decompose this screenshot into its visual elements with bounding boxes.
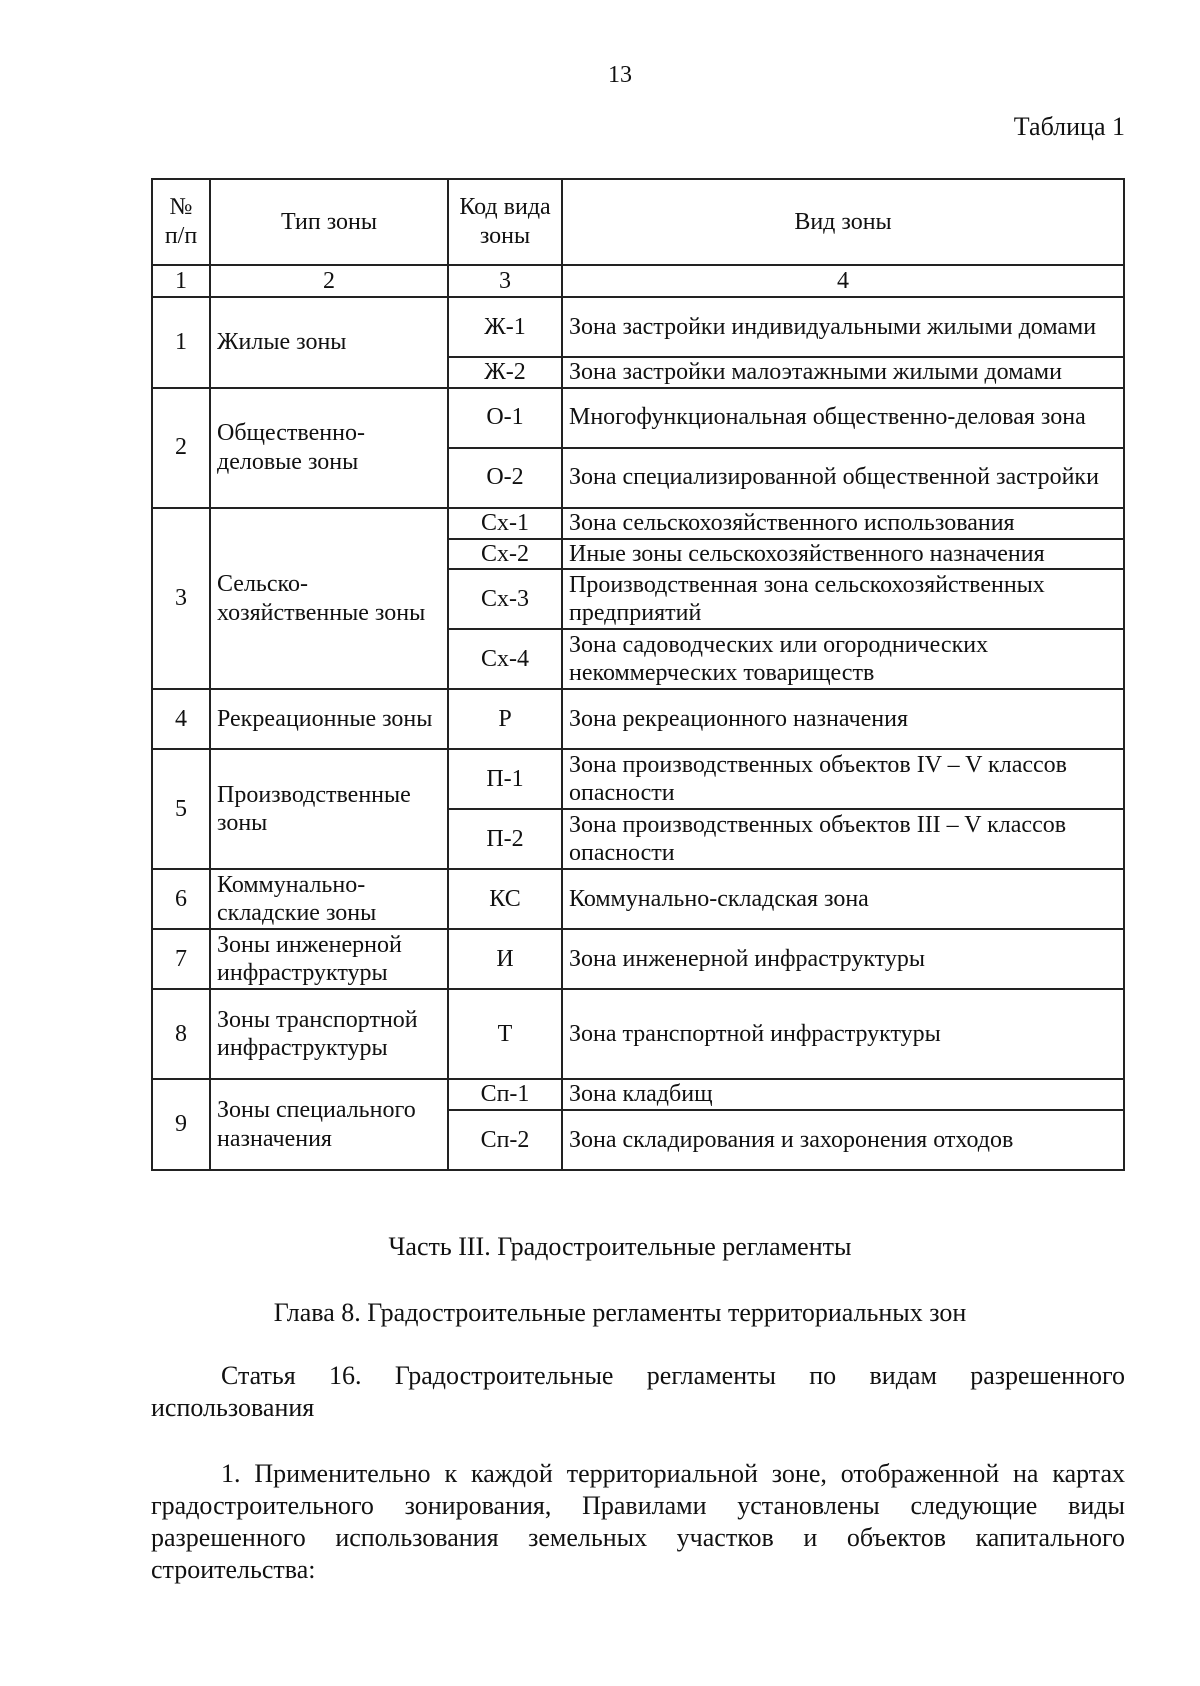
zones-table [151, 178, 1125, 1171]
zone-code: П-1 [448, 749, 562, 809]
zone-num: 3 [152, 508, 210, 690]
zone-num: 1 [152, 297, 210, 388]
zone-type: Общественно-деловые зоны [210, 388, 448, 508]
table-row [152, 508, 1124, 539]
zone-code: Сх-1 [448, 508, 562, 539]
zone-type: Зоны транспортной инфраструктуры [210, 989, 448, 1079]
zone-kind: Производственная зона сельскохозяйственных предприятий [562, 569, 1124, 629]
zone-code: Сх-3 [448, 569, 562, 629]
zone-code: П-2 [448, 809, 562, 869]
table-row [152, 689, 1124, 749]
zone-kind: Зона застройки индивидуальными жилыми домами [562, 297, 1124, 357]
zone-code: О-1 [448, 388, 562, 448]
zone-kind: Зона транспортной инфраструктуры [562, 989, 1124, 1079]
column-number-row [152, 265, 1124, 297]
header-type: Тип зоны [210, 179, 448, 265]
zone-kind: Зона инженерной инфраструктуры [562, 929, 1124, 989]
zone-kind: Многофункциональная общественно-деловая зона [562, 388, 1124, 448]
header-code: Код вида зоны [448, 179, 562, 265]
chapter-heading: Глава 8. Градостроительные регламенты территориальных зон [273, 1298, 967, 1327]
zone-code: Сп-1 [448, 1079, 562, 1110]
zone-code: Р [448, 689, 562, 749]
zone-code: Сп-2 [448, 1110, 562, 1170]
zone-num: 8 [152, 989, 210, 1079]
zone-kind: Иные зоны сельскохозяйственного назначения [562, 539, 1124, 570]
paragraph-1: 1. Применительно к каждой территориальной зоне, отображенной на картах градостроительного зонирования, Правилами установлены следующие виды разрешенного использования земельных участков и объектов капитального строительства: [151, 1459, 1125, 1584]
header-kind: Вид зоны [562, 179, 1124, 265]
zone-kind: Зона застройки малоэтажными жилыми домами [562, 357, 1124, 388]
zone-code: Сх-4 [448, 629, 562, 689]
zone-num: 4 [152, 689, 210, 749]
zone-kind: Зона рекреационного назначения [562, 689, 1124, 749]
zone-type: Жилые зоны [210, 297, 448, 388]
zone-code: Ж-1 [448, 297, 562, 357]
zone-kind: Зона сельскохозяйственного использования [562, 508, 1124, 539]
zone-type: Зоны специального назначения [210, 1079, 448, 1170]
table-row [152, 749, 1124, 809]
table-header-row [152, 179, 1124, 265]
zone-type: Коммунально-складские зоны [210, 869, 448, 929]
table-row [152, 388, 1124, 448]
zone-code: КС [448, 869, 562, 929]
table-caption: Таблица 1 [1013, 112, 1125, 141]
zone-kind: Зона специализированной общественной застройки [562, 448, 1124, 508]
zone-type: Сельско-хозяйственные зоны [210, 508, 448, 690]
part-heading: Часть III. Градостроительные регламенты [388, 1232, 852, 1261]
zone-code: И [448, 929, 562, 989]
zone-kind: Зона производственных объектов IV – V классов опасности [562, 749, 1124, 809]
zone-num: 9 [152, 1079, 210, 1170]
zone-kind: Зона садоводческих или огороднических некоммерческих товариществ [562, 629, 1124, 689]
zone-num: 7 [152, 929, 210, 989]
column-number: 3 [448, 265, 562, 297]
column-number: 4 [562, 265, 1124, 297]
column-number: 2 [210, 265, 448, 297]
table-row [152, 929, 1124, 989]
zone-kind: Коммунально-складская зона [562, 869, 1124, 929]
zone-kind: Зона кладбищ [562, 1079, 1124, 1110]
page-number: 13 [608, 62, 632, 88]
article-heading: Статья 16. Градостроительные регламенты по видам разрешенного использования [151, 1361, 1125, 1422]
zone-num: 2 [152, 388, 210, 508]
zone-kind: Зона складирования и захоронения отходов [562, 1110, 1124, 1170]
zone-kind: Зона производственных объектов III – V классов опасности [562, 809, 1124, 869]
zone-num: 5 [152, 749, 210, 869]
zone-code: Сх-2 [448, 539, 562, 570]
table-row [152, 1079, 1124, 1110]
zone-code: О-2 [448, 448, 562, 508]
zone-num: 6 [152, 869, 210, 929]
header-num: № п/п [152, 179, 210, 265]
zone-code: Т [448, 989, 562, 1079]
zone-type: Зоны инженерной инфраструктуры [210, 929, 448, 989]
zone-type: Производственные зоны [210, 749, 448, 869]
zone-code: Ж-2 [448, 357, 562, 388]
table-row [152, 297, 1124, 357]
table-row [152, 869, 1124, 929]
table-row [152, 989, 1124, 1079]
column-number: 1 [152, 265, 210, 297]
zone-type: Рекреационные зоны [210, 689, 448, 749]
